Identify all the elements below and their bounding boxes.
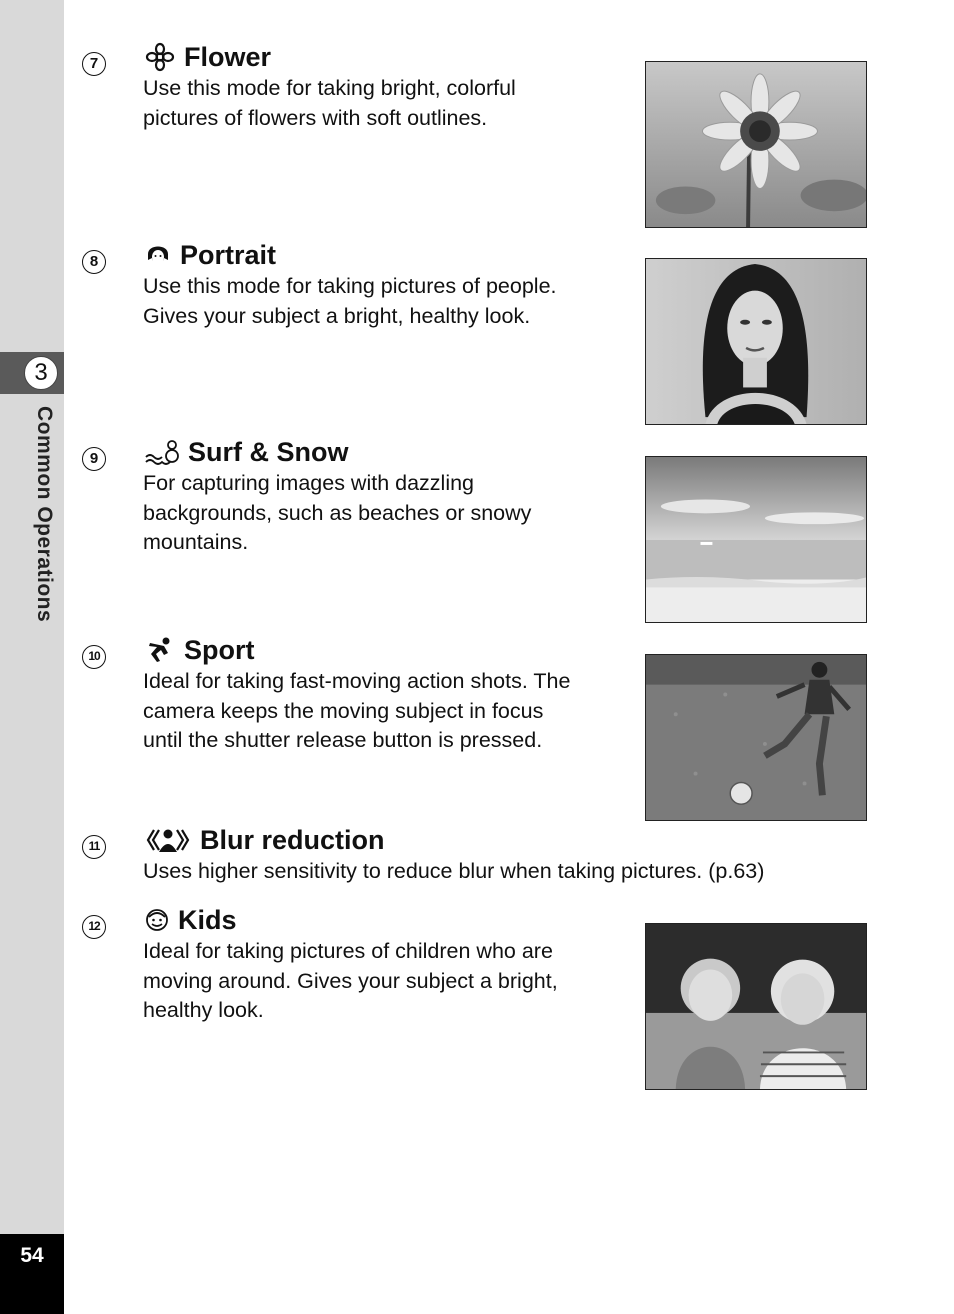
item-number: 7 bbox=[82, 52, 106, 76]
flower-icon bbox=[144, 42, 176, 72]
page-number: 54 bbox=[20, 1244, 44, 1267]
portrait-photo bbox=[645, 258, 867, 425]
mode-description: Uses higher sensitivity to reduce blur when taking pictures. (p.63) bbox=[143, 859, 765, 883]
side-strip bbox=[0, 0, 64, 1314]
kids-photo bbox=[645, 923, 867, 1090]
chapter-title: Common Operations bbox=[33, 406, 56, 623]
item-number: 10 bbox=[82, 645, 106, 669]
mode-title: Sport bbox=[184, 634, 255, 665]
beach-photo bbox=[645, 456, 867, 623]
flower-photo bbox=[645, 61, 867, 228]
mode-description: Use this mode for taking bright, colorful pictures of flowers with soft outlines. bbox=[143, 76, 516, 130]
item-number: 8 bbox=[82, 250, 106, 274]
mode-title: Blur reduction bbox=[200, 824, 385, 855]
mode-title: Flower bbox=[184, 41, 272, 72]
item-number: 11 bbox=[82, 835, 106, 859]
item-number: 9 bbox=[82, 447, 106, 471]
sport-photo bbox=[645, 654, 867, 821]
kids-icon bbox=[144, 905, 170, 935]
mode-description: Use this mode for taking pictures of people. Gives your subject a bright, healthy look. bbox=[143, 274, 557, 328]
mode-title: Kids bbox=[178, 904, 237, 935]
mode-description: For capturing images with dazzling backgrounds, such as beaches or snowy mountains. bbox=[143, 471, 532, 554]
mode-title: Surf & Snow bbox=[188, 436, 349, 467]
mode-title: Portrait bbox=[180, 239, 277, 270]
mode-description: Ideal for taking fast-moving action shots. The camera keeps the moving subject in focus until the shutter release button is pressed. bbox=[143, 669, 571, 752]
sport-icon bbox=[144, 635, 176, 665]
blur-reduction-icon bbox=[144, 825, 192, 855]
surf-snow-icon bbox=[144, 437, 180, 467]
item-number: 12 bbox=[82, 915, 106, 939]
mode-description: Ideal for taking pictures of children who are moving around. Gives your subject a bright, healthy look. bbox=[143, 939, 558, 1022]
portrait-icon bbox=[144, 240, 172, 270]
chapter-number: 3 bbox=[24, 356, 58, 390]
